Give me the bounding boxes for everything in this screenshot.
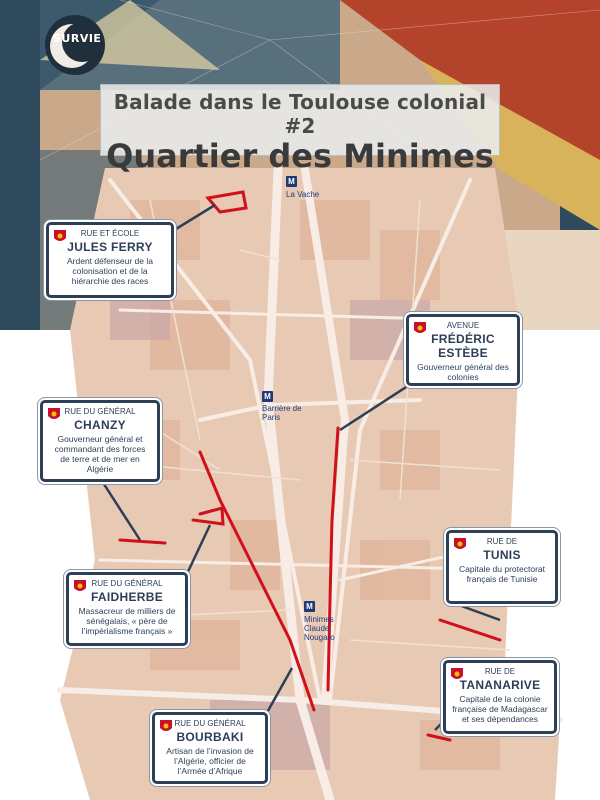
page-title: Quartier des Minimes: [106, 137, 494, 175]
crest-icon: [48, 408, 60, 422]
metro-label-barriere-de-paris: Barrière de Paris: [262, 404, 302, 422]
card-kind: RUE DU GÉNÉRAL: [174, 719, 246, 728]
card-name: TUNIS: [483, 548, 521, 562]
card-name: CHANZY: [74, 418, 126, 432]
card-desc: Massacreur de milliers de sénégalais, « père de l’impérialisme français »: [78, 606, 176, 636]
card-name: TANANARIVE: [459, 678, 541, 692]
metro-icon: M: [304, 601, 315, 612]
card-desc: Gouverneur général et commandant des forces de terre et de mer en Algérie: [54, 434, 146, 474]
card-name: FRÉDÉRIC ESTÈBE: [431, 332, 495, 360]
card-jules-ferry: [46, 222, 174, 298]
card-tunis: [446, 530, 558, 604]
card-bourbaki: [152, 712, 268, 784]
card-name: FAIDHERBE: [90, 590, 164, 604]
card-kind: RUE DE: [486, 537, 518, 546]
title-box: [100, 84, 500, 175]
metro-icon: M: [286, 176, 297, 187]
metro-label-la-vache: La Vache: [286, 190, 320, 199]
card-kind: RUE DU GÉNÉRAL: [91, 579, 163, 588]
card-name: BOURBAKI: [176, 730, 244, 744]
card-kind: RUE DU GÉNÉRAL: [64, 407, 136, 416]
crest-icon: [414, 322, 426, 336]
card-desc: Capitale du protectorat français de Tunisie: [459, 564, 545, 584]
card-kind: RUE DE: [484, 667, 516, 676]
card-desc: Artisan de l’invasion de l’Algérie, officier de l’Armée d’Afrique: [166, 746, 254, 776]
card-desc: Gouverneur général des colonies: [417, 362, 509, 382]
card-tananarive: [443, 660, 557, 734]
crest-icon: [54, 230, 66, 244]
card-desc: Capitale de la colonie française de Madagascar et ses dépendances: [452, 694, 548, 724]
card-desc: Ardent défenseur de la colonisation et de la hiérarchie des races: [66, 256, 153, 286]
crest-icon: [160, 720, 172, 734]
card-kind: RUE ET ÉCOLE: [80, 229, 140, 238]
crest-icon: [451, 668, 463, 682]
crest-icon: [454, 538, 466, 552]
card-kind: AVENUE: [446, 321, 480, 330]
card-chanzy: [40, 400, 160, 482]
survie-logo: SURVIE: [53, 32, 102, 45]
card-faidherbe: [66, 572, 188, 646]
metro-label-minimes: Minimes Claude Nougaro: [304, 615, 335, 642]
metro-icon: M: [262, 391, 273, 402]
card-frederic-estebe: [406, 314, 520, 386]
page-subtitle: Balade dans le Toulouse colonial #2: [113, 90, 487, 138]
card-name: JULES FERRY: [67, 240, 153, 254]
crest-icon: [74, 580, 86, 594]
